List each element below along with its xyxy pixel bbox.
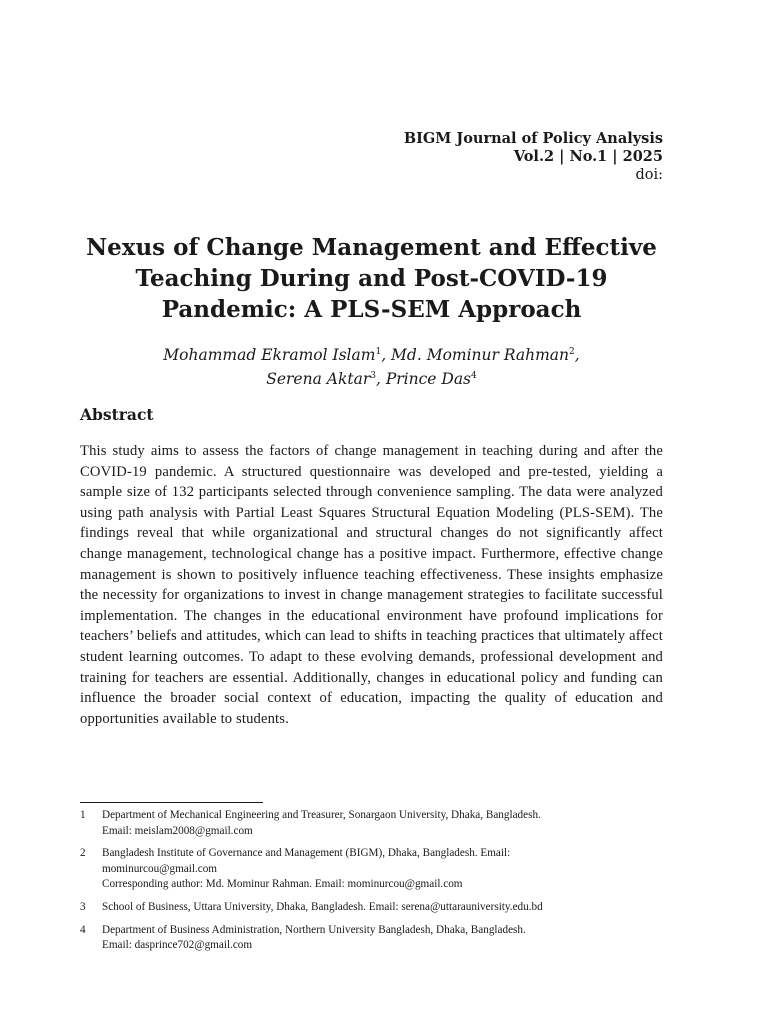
footnote-line: Department of Mechanical Engineering and Treasurer, Sonargaon University, Dhaka, Bangladesh. <box>102 809 541 821</box>
footnote <box>80 808 663 839</box>
author-name: Serena Aktar <box>266 370 371 389</box>
footnote-line: Corresponding author: Md. Mominur Rahman. Email: mominurcou@gmail.com <box>102 878 463 891</box>
author-name: Md. Mominur Rahman <box>391 346 570 365</box>
author-affiliation-mark: 3 <box>370 371 376 382</box>
footnote-line: Department of Business Administration, Northern University Bangladesh, Dhaka, Bangladesh. <box>102 923 526 936</box>
footnotes <box>80 808 663 961</box>
journal-header <box>404 130 663 184</box>
footnote-divider <box>80 802 263 803</box>
footnote-line: Email: meislam2008@gmail.com <box>102 824 253 837</box>
author-affiliation-mark: 1 <box>375 347 382 357</box>
paper-title <box>80 232 663 325</box>
title-line: Nexus of Change Management and Effective <box>86 234 657 261</box>
author-affiliation-mark: 4 <box>471 371 477 382</box>
footnote-number: 1 <box>80 809 86 821</box>
footnote-number: 4 <box>80 923 86 936</box>
paper-page <box>80 0 663 1024</box>
footnote-line: Bangladesh Institute of Governance and Management (BIGM), Dhaka, Bangladesh. Email: <box>102 847 511 860</box>
footnote-line: Email: dasprince702@gmail.com <box>102 939 253 952</box>
footnote-line: School of Business, Uttara University, Dhaka, Bangladesh. Email: serena@uttarauniversity.edu.bd <box>102 900 543 913</box>
title-line: Pandemic: A PLS-SEM Approach <box>161 296 582 323</box>
journal-name: BIGM Journal of Policy Analysis <box>403 130 663 147</box>
author-name: Prince Das <box>385 370 472 389</box>
abstract-text: This study aims to assess the factors of change management in teaching during and after the COVID-19 pandemic. A structured questionnaire was developed and pre-tested, yielding a sample size of 132 participants selected through convenience sampling. The data were analyzed using path analysis with Partial Least Squares Structural Equation Modeling (PLS-SEM). The findings reveal that while organizational and structural changes do not significantly affect change management, technological change has a positive impact. Furthermore, effective change management is shown to positively influence teaching effectiveness. These insights emphasize the necessity for organizations to invest in change management strategies to facilitate successful implementation. The changes in the educational environment have profound implications for teachers’ beliefs and attitudes, which can lead to shifts in teaching practices that ultimately affect student learning outcomes. To adapt to these evolving demands, professional development and training for teachers are essential. Additionally, changes in educational policy and funding can influence the broader social context of education, impacting the quality of education and opportunities available to students. <box>80 443 663 727</box>
footnote <box>80 846 663 893</box>
title-line: Teaching During and Post-COVID-19 <box>135 265 608 292</box>
footnote-line: mominurcou@gmail.com <box>102 862 218 875</box>
author-list: Mohammad Ekramol Islam$^1$, Md. Mominur Rahman$^2$, Serena Aktar$^3$, Prince Das$^4$ <box>163 346 580 389</box>
abstract-heading: Abstract <box>80 405 154 424</box>
footnote <box>80 923 663 954</box>
author-affiliation-mark: 2 <box>569 347 575 357</box>
footnote-number: 2 <box>80 847 86 860</box>
journal-volume: Vol.2 | No.1 | 2025 <box>513 148 663 165</box>
author-name: Mohammad Ekramol Islam <box>163 346 376 365</box>
footnote-number: 3 <box>80 900 86 913</box>
journal-doi: doi: <box>635 167 663 183</box>
footnote <box>80 900 663 916</box>
